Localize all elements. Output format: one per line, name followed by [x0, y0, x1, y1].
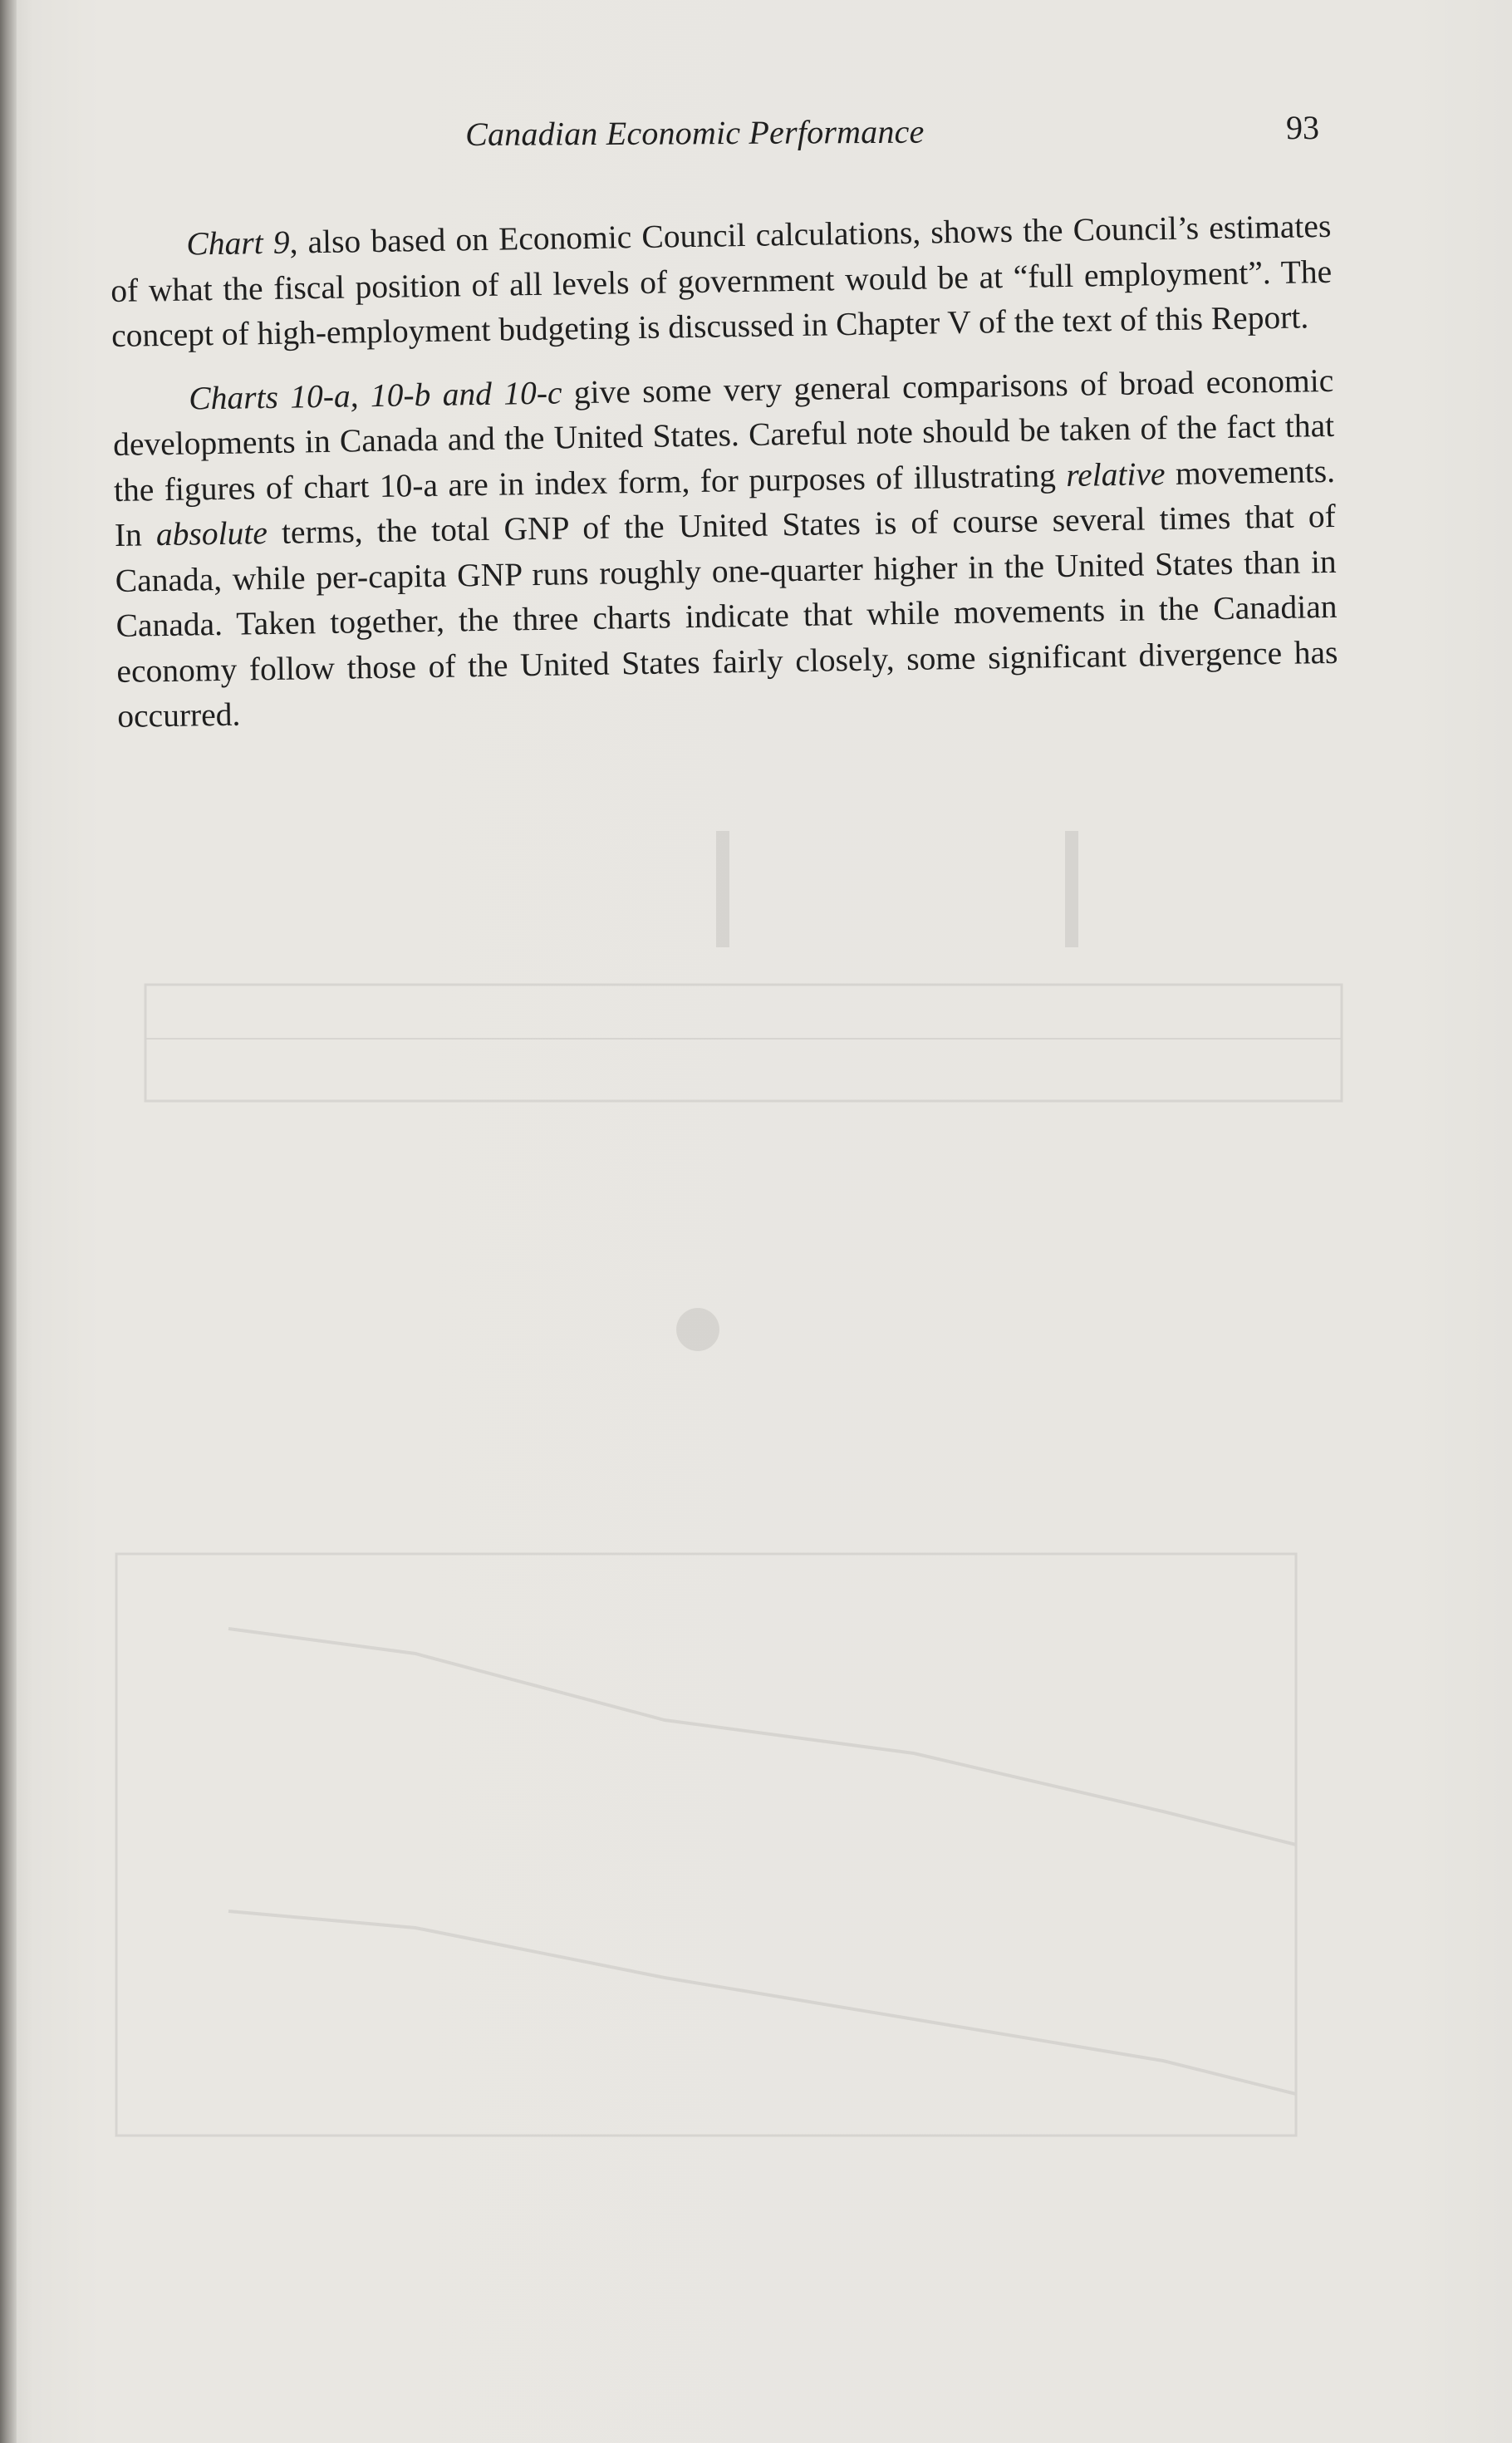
paragraph-2-text-b: movements. In — [114, 452, 1336, 553]
charts-10-reference: Charts 10-a, 10-b and 10-c — [188, 373, 562, 417]
paragraph-2-text-c: terms, the total GNP of the United States is of course several times that of Canada, while per-capita GNP runs roughly one-quarter higher in the United States than in Canada. Taken together, the three charts indicate that while movements in the Canadian economy follow those of the United States fairly closely, some significant divergence has occurred. — [115, 497, 1338, 735]
italic-relative: relative — [1065, 455, 1166, 494]
paragraph-chart-9 — [110, 204, 1333, 359]
page-number: 93 — [1286, 109, 1319, 146]
paragraph-charts-10 — [112, 357, 1339, 739]
running-header-title: Canadian Economic Performance — [465, 112, 925, 153]
paragraph-1-text: , also based on Economic Council calculations, shows the Council’s estimates of what the fiscal position of all levels of government would be at “full employment”. The concept of high-employment budgeting is discussed in Chapter V of the text of this Report. — [110, 207, 1333, 354]
chart-9-reference: Chart 9 — [186, 224, 290, 263]
paragraph-2-text-a: give some very general comparisons of broad economic developments in Canada and the United States. Careful note should be taken of the fact that the figures of chart 10-a are in index form, for purposes of illustrating — [112, 361, 1335, 509]
italic-absolute: absolute — [155, 514, 268, 553]
body-text — [110, 204, 1339, 758]
